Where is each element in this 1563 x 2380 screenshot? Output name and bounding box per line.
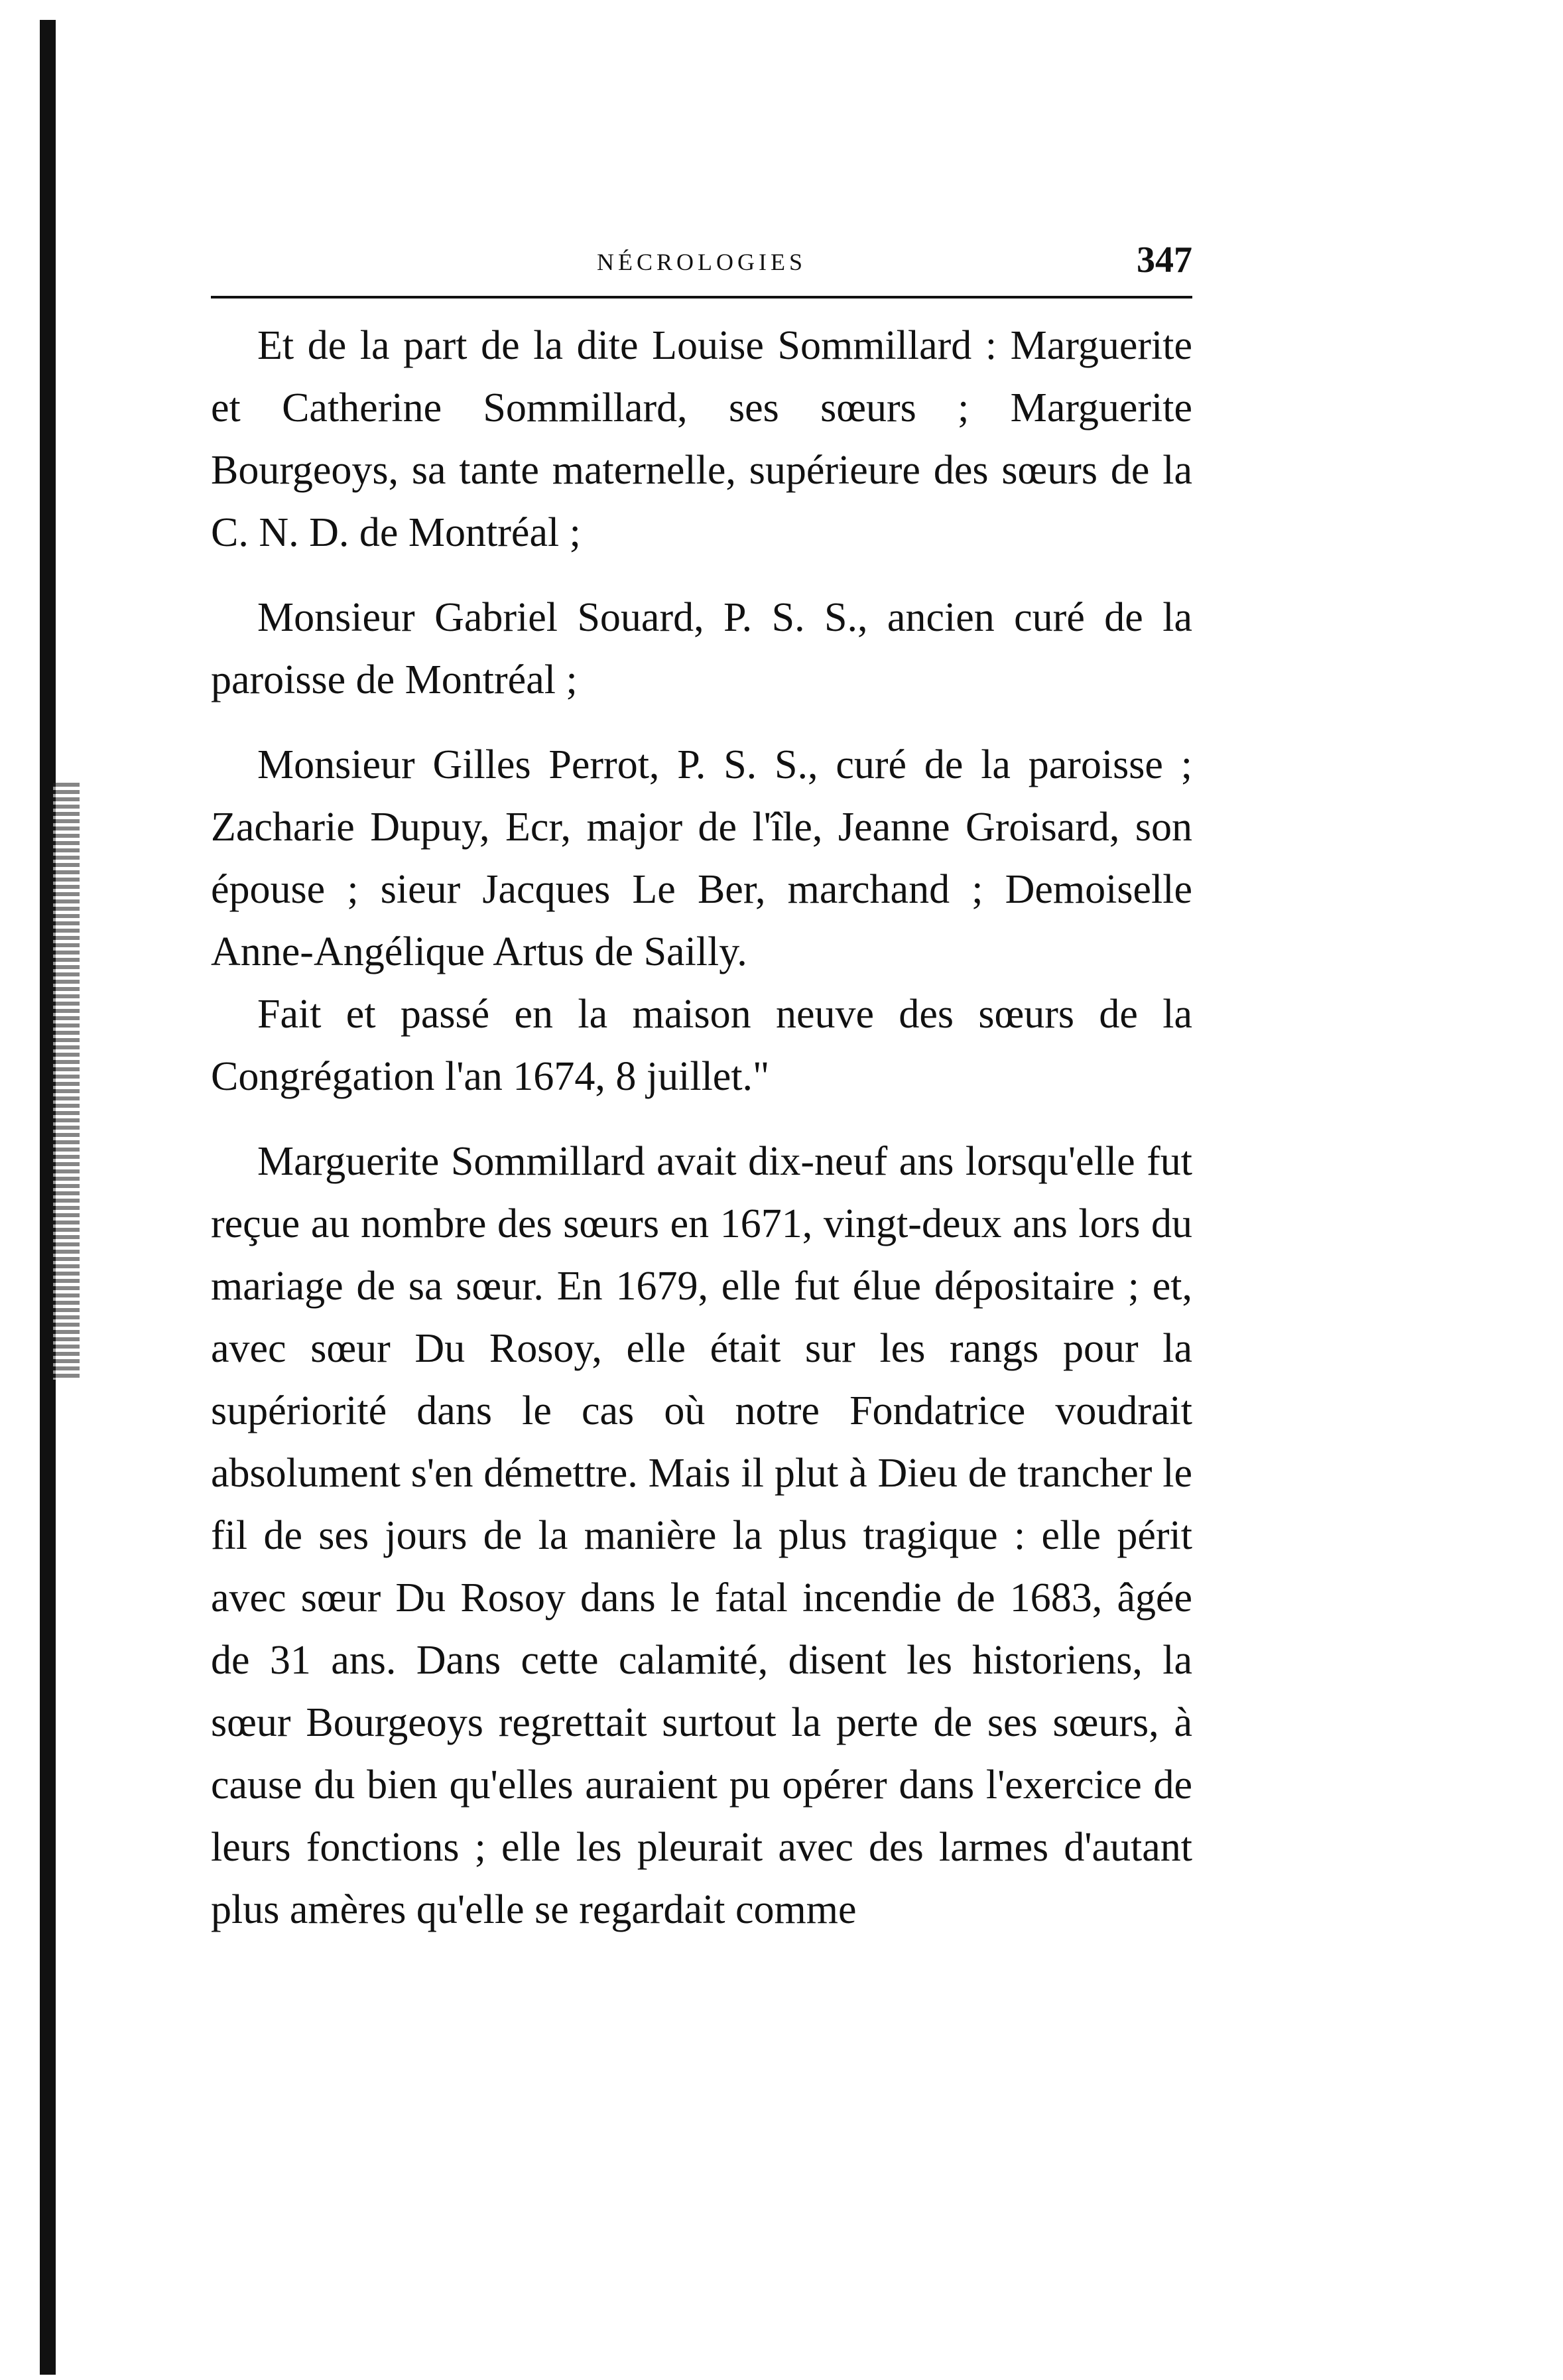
body-text	[211, 314, 1192, 1941]
running-head	[211, 239, 1192, 292]
paragraph-perrot-witnesses: Monsieur Gilles Perrot, P. S. S., curé de la paroisse ; Zacharie Dupuy, Ecr, major de l'île, Jeanne Groisard, son épouse ; sieur Jacques Le Ber, marchand ; Demoiselle Anne-Angélique Artus de Sailly.	[211, 742, 1192, 974]
header-rule	[211, 296, 1192, 298]
paragraph-biography: Marguerite Sommillard avait dix-neuf ans lorsqu'elle fut reçue au nombre des sœurs en 1671, vingt-deux ans lors du mariage de sa sœur. En 1679, elle fut élue dépositaire ; et, avec sœur Du Rosoy, elle était sur les rangs pour la supériorité dans le cas où notre Fondatrice voudrait absolument s'en démettre. Mais il plut à Dieu de trancher le fil de ses jours de la manière la plus tragique : elle périt avec sœur Du Rosoy dans le fatal incendie de 1683, âgée de 31 ans. Dans cette calamité, disent les historiens, la sœur Bourgeoys regrettait surtout la perte de ses sœurs, à cause du bien qu'elles auraient pu opérer dans l'exercice de leurs fonctions ; elle les pleurait avec des larmes d'autant plus amères qu'elle se regardait comme	[211, 1139, 1192, 1932]
running-title: NÉCROLOGIES	[597, 249, 806, 275]
paragraph-fait-et-passe: Fait et passé en la maison neuve des sœurs de la Congrégation l'an 1674, 8 juillet."	[211, 992, 1192, 1099]
book-page	[211, 239, 1192, 1941]
paragraph-heirs-sommillard: Et de la part de la dite Louise Sommillard : Marguerite et Catherine Sommillard, ses sœurs ; Marguerite Bourgeoys, sa tante maternelle, supérieure des sœurs de la C. N. D. de Montréal ;	[211, 323, 1192, 555]
scan-binding-edge	[40, 20, 56, 2375]
page-number: 347	[1137, 239, 1192, 281]
paragraph-souard: Monsieur Gabriel Souard, P. S. S., ancien curé de la paroisse de Montréal ;	[211, 595, 1192, 702]
